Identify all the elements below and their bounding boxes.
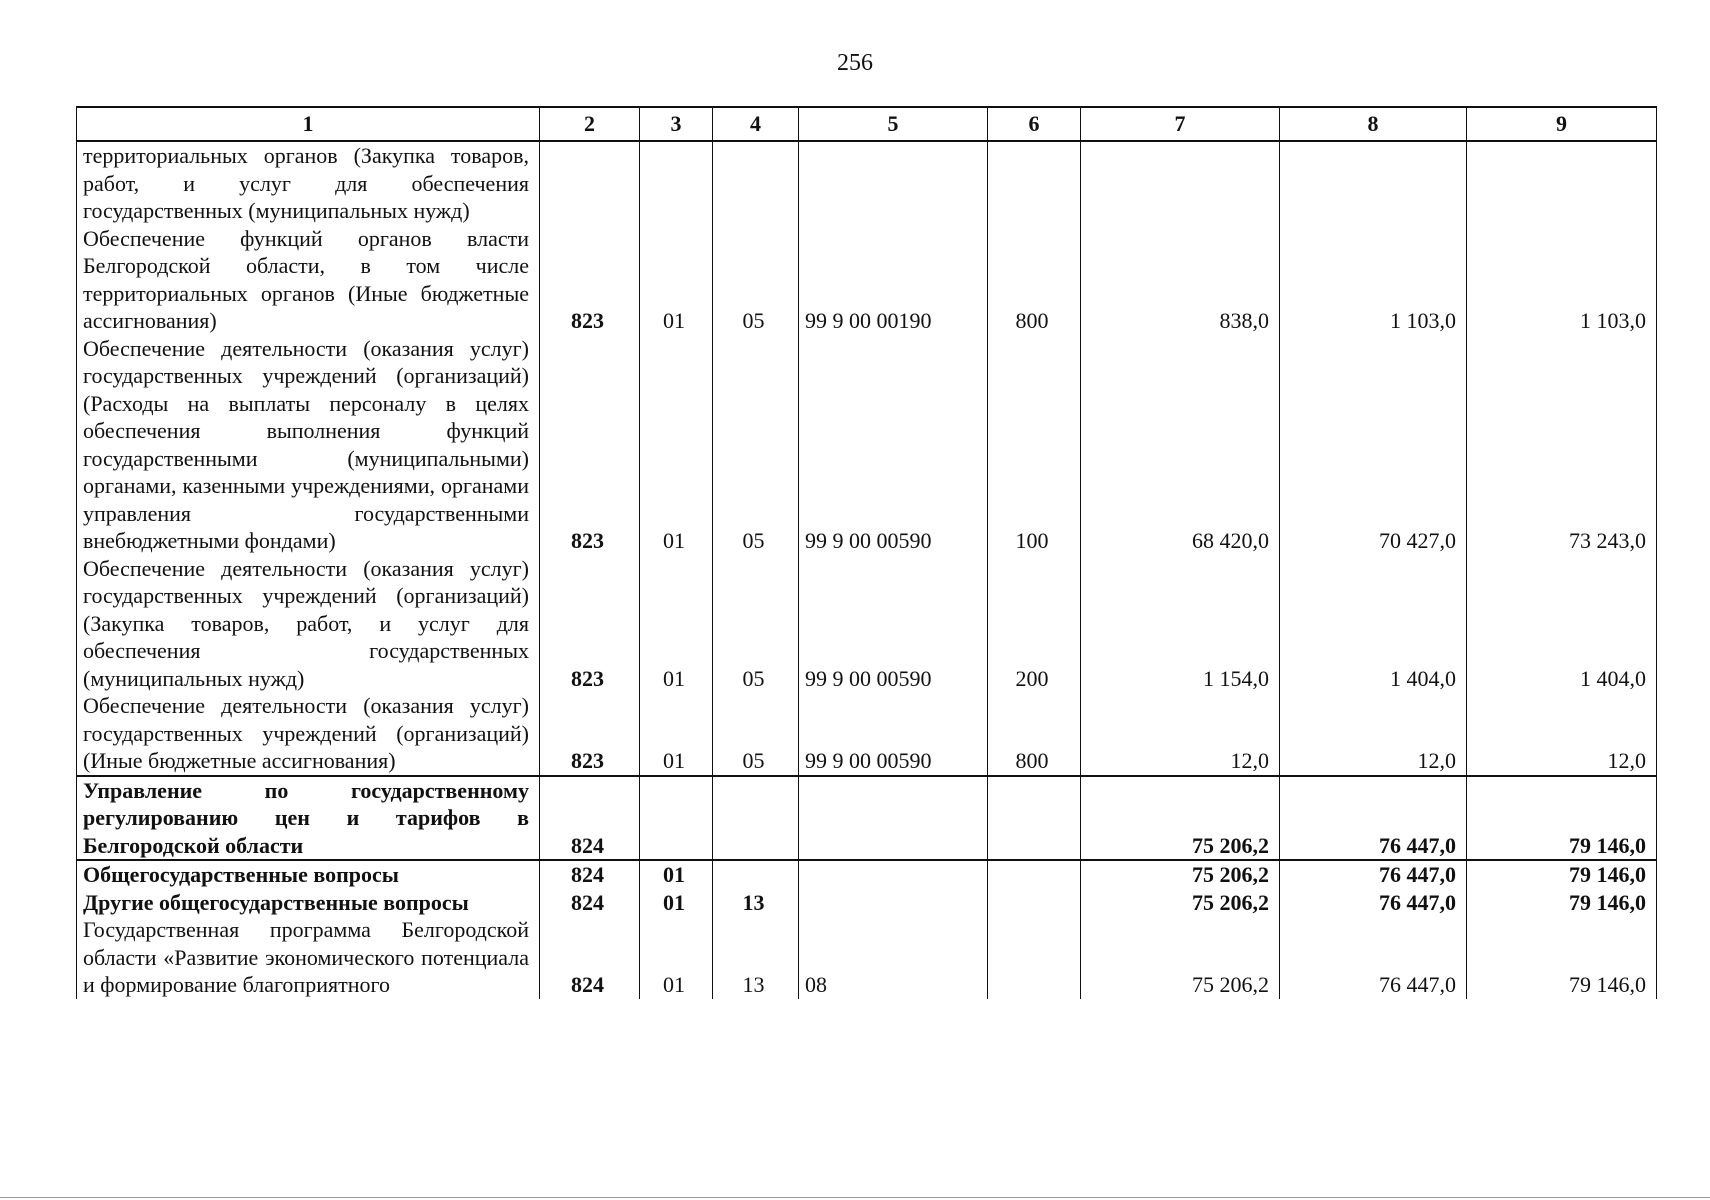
- row-subsection-code: [713, 141, 799, 225]
- row-subsection-code: 13: [713, 916, 799, 999]
- table-row: [77, 555, 1657, 693]
- table-row: [77, 141, 1657, 225]
- row-subsection-code: 13: [713, 889, 799, 917]
- row-name: Обеспечение деятельности (оказания услуг) государственных учреждений (организаций) (Иные бюджетные ассигнования): [77, 692, 540, 776]
- page-number: 256: [837, 50, 873, 76]
- row-expense-type: [988, 889, 1081, 917]
- row-ministry-code: 823: [540, 225, 640, 335]
- row-ministry-code: 823: [540, 692, 640, 776]
- row-section-code: [640, 776, 713, 861]
- header-col-5: 5: [799, 107, 988, 141]
- header-col-1: 1: [77, 107, 540, 141]
- row-ministry-code: [540, 141, 640, 225]
- row-expense-type: [988, 141, 1081, 225]
- row-name: Обеспечение деятельности (оказания услуг) государственных учреждений (организаций) (Расходы на выплаты персоналу в целях обеспечения выполнения функций государственными (муниципальными) органами, казенными учреждениями, органами управления государственными внебюджетными фондами): [77, 335, 540, 555]
- row-target-article: [799, 860, 988, 889]
- header-col-6: 6: [988, 107, 1081, 141]
- row-ministry-code: 824: [540, 860, 640, 889]
- row-target-article: [799, 776, 988, 861]
- row-expense-type: 800: [988, 225, 1081, 335]
- row-section-code: 01: [640, 555, 713, 693]
- row-expense-type: [988, 860, 1081, 889]
- budget-table: [76, 106, 1657, 999]
- header-col-2: 2: [540, 107, 640, 141]
- row-ministry-code: 824: [540, 776, 640, 861]
- row-amount-col7: 12,0: [1081, 692, 1280, 776]
- row-amount-col8: 1 404,0: [1280, 555, 1467, 693]
- row-expense-type: 800: [988, 692, 1081, 776]
- row-target-article: [799, 141, 988, 225]
- row-expense-type: 200: [988, 555, 1081, 693]
- row-amount-col7: 1 154,0: [1081, 555, 1280, 693]
- row-target-article: 99 9 00 00590: [799, 692, 988, 776]
- table-row: [77, 889, 1657, 917]
- header-col-7: 7: [1081, 107, 1280, 141]
- header-col-4: 4: [713, 107, 799, 141]
- row-name: Обеспечение функций органов власти Белгородской области, в том числе территориальных органов (Иные бюджетные ассигнования): [77, 225, 540, 335]
- row-subsection-code: 05: [713, 335, 799, 555]
- row-subsection-code: 05: [713, 555, 799, 693]
- row-target-article: [799, 889, 988, 917]
- row-amount-col8: 12,0: [1280, 692, 1467, 776]
- row-amount-col8: 76 447,0: [1280, 776, 1467, 861]
- row-ministry-code: 823: [540, 335, 640, 555]
- row-amount-col9: 73 243,0: [1467, 335, 1657, 555]
- table-row: [77, 916, 1657, 999]
- row-section-code: 01: [640, 860, 713, 889]
- table-row: [77, 692, 1657, 776]
- header-col-9: 9: [1467, 107, 1657, 141]
- row-ministry-code: 824: [540, 889, 640, 917]
- row-amount-col8: 70 427,0: [1280, 335, 1467, 555]
- row-subsection-code: [713, 860, 799, 889]
- row-target-article: 08: [799, 916, 988, 999]
- row-amount-col9: 12,0: [1467, 692, 1657, 776]
- row-amount-col7: 75 206,2: [1081, 776, 1280, 861]
- row-amount-col9: 1 404,0: [1467, 555, 1657, 693]
- row-amount-col7: [1081, 141, 1280, 225]
- row-section-code: 01: [640, 916, 713, 999]
- header-col-3: 3: [640, 107, 713, 141]
- row-section-code: 01: [640, 692, 713, 776]
- row-expense-type: [988, 916, 1081, 999]
- row-target-article: 99 9 00 00590: [799, 335, 988, 555]
- row-amount-col9: 1 103,0: [1467, 225, 1657, 335]
- row-subsection-code: [713, 776, 799, 861]
- row-target-article: 99 9 00 00190: [799, 225, 988, 335]
- row-target-article: 99 9 00 00590: [799, 555, 988, 693]
- row-name: Обеспечение деятельности (оказания услуг) государственных учреждений (организаций) (Закупка товаров, работ, и услуг для обеспечения государственных (муниципальных нужд): [77, 555, 540, 693]
- row-subsection-code: 05: [713, 692, 799, 776]
- row-amount-col7: 68 420,0: [1081, 335, 1280, 555]
- table-row: [77, 335, 1657, 555]
- header-col-8: 8: [1280, 107, 1467, 141]
- row-amount-col7: 838,0: [1081, 225, 1280, 335]
- header-row: [77, 107, 1657, 141]
- row-amount-col8: 76 447,0: [1280, 916, 1467, 999]
- row-amount-col7: 75 206,2: [1081, 889, 1280, 917]
- table-row: [77, 860, 1657, 889]
- row-subsection-code: 05: [713, 225, 799, 335]
- row-section-code: 01: [640, 225, 713, 335]
- row-amount-col9: 79 146,0: [1467, 860, 1657, 889]
- row-name: территориальных органов (Закупка товаров, работ, и услуг для обеспечения государственных (муниципальных нужд): [77, 141, 540, 225]
- row-expense-type: 100: [988, 335, 1081, 555]
- row-section-code: [640, 141, 713, 225]
- row-amount-col8: 76 447,0: [1280, 860, 1467, 889]
- row-amount-col8: 76 447,0: [1280, 889, 1467, 917]
- page-edge-line: [0, 1197, 1710, 1198]
- row-amount-col8: [1280, 141, 1467, 225]
- row-name: Управление по государственному регулированию цен и тарифов в Белгородской области: [77, 776, 540, 861]
- row-amount-col9: 79 146,0: [1467, 916, 1657, 999]
- row-amount-col9: 79 146,0: [1467, 776, 1657, 861]
- row-ministry-code: 824: [540, 916, 640, 999]
- row-amount-col7: 75 206,2: [1081, 916, 1280, 999]
- row-expense-type: [988, 776, 1081, 861]
- row-section-code: 01: [640, 889, 713, 917]
- table-row: [77, 776, 1657, 861]
- row-name: Общегосударственные вопросы: [77, 860, 540, 889]
- row-amount-col7: 75 206,2: [1081, 860, 1280, 889]
- table-row: [77, 225, 1657, 335]
- row-amount-col9: 79 146,0: [1467, 889, 1657, 917]
- row-amount-col8: 1 103,0: [1280, 225, 1467, 335]
- row-section-code: 01: [640, 335, 713, 555]
- row-ministry-code: 823: [540, 555, 640, 693]
- row-name: Государственная программа Белгородской области «Развитие экономического потенциала и формирование благоприятного: [77, 916, 540, 999]
- row-name: Другие общегосударственные вопросы: [77, 889, 540, 917]
- row-amount-col9: [1467, 141, 1657, 225]
